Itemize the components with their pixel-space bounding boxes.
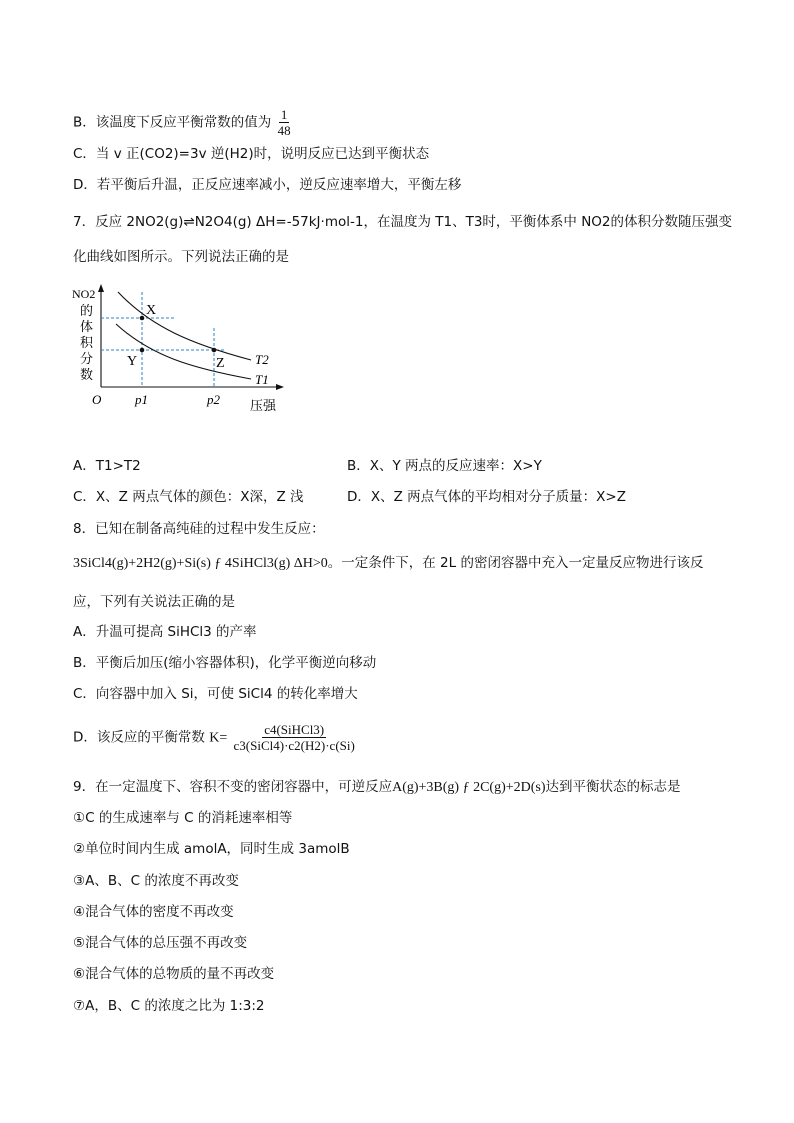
q8-stem-line2 — [73, 553, 703, 574]
y-axis-label-top: NO2 — [72, 287, 96, 301]
fraction-denominator: 48 — [277, 123, 291, 138]
q8-stem-line3: 应，下列有关说法正确的是 — [73, 594, 235, 610]
fraction-denominator: c3(SiCl4)·c2(H2)·c(Si) — [233, 738, 355, 753]
q8-option-d — [73, 722, 357, 753]
q8-option-d-fraction — [232, 722, 357, 753]
q8-equation: 3SiCl4(g)+2H2(g)+Si(s) ƒ 4SiHCl3(g) ΔH>0 — [73, 556, 328, 571]
fraction-numerator: 1 — [280, 107, 288, 122]
point-y-label: Y — [127, 354, 138, 369]
q7-option-d: D．X、Z 两点气体的平均相对分子质量：X>Z — [347, 489, 626, 505]
q9-item: ③A、B、C 的浓度不再改变 — [73, 873, 239, 889]
q7-option-c: C．X、Z 两点气体的颜色：X深，Z 浅 — [73, 489, 304, 505]
curve-t2-label: T2 — [255, 352, 269, 367]
point-x-marker — [140, 316, 145, 321]
q7-stem-line2: 化曲线如图所示。下列说法正确的是 — [73, 249, 289, 265]
q9-stem-text: 9．在一定温度下、容积不变的密闭容器中，可逆反应 — [73, 779, 393, 795]
fraction-numerator: c4(SiHCl3) — [264, 722, 325, 737]
q9-stem-rest: 达到平衡状态的标志是 — [545, 779, 681, 795]
point-y-marker — [140, 348, 145, 353]
x-axis-arrow-icon — [276, 384, 284, 390]
q8-option-c: C．向容器中加入 Si，可使 SiCl4 的转化率增大 — [73, 686, 358, 702]
q6-option-c: C．当 v 正(CO2)=3v 逆(H2)时，说明反应已达到平衡状态 — [73, 146, 430, 162]
q6-option-b-fraction — [276, 107, 293, 138]
q9-item: ⑦A，B、C 的浓度之比为 1:3:2 — [73, 998, 265, 1014]
x-axis-label: 压强 — [250, 398, 277, 413]
q9-item: ⑤混合气体的总压强不再改变 — [73, 935, 248, 951]
q8-option-d-k: K= — [209, 730, 228, 746]
q9-item: ②单位时间内生成 amolA，同时生成 3amolB — [73, 841, 350, 857]
q7-graph — [66, 282, 296, 417]
curve-t1-label: T1 — [255, 372, 269, 387]
q8-option-a: A．升温可提高 SiHCl3 的产率 — [73, 624, 257, 640]
curve-t1 — [116, 324, 251, 379]
y-axis-label-char: 积 — [80, 335, 94, 350]
y-axis-arrow-icon — [98, 284, 104, 292]
y-axis-label-char: 体 — [80, 319, 94, 334]
point-z-label: Z — [216, 356, 225, 371]
q9-item: ④混合气体的密度不再改变 — [73, 904, 234, 920]
tick-p2-label: p2 — [207, 392, 220, 407]
y-axis-label-char: 的 — [80, 303, 94, 318]
q8-stem-line1: 8．已知在制备高纯硅的过程中发生反应： — [73, 521, 325, 537]
q9-item: ①C 的生成速率与 C 的消耗速率相等 — [73, 810, 293, 826]
q8-option-d-text: D．该反应的平衡常数 — [73, 729, 205, 746]
q6-option-d: D．若平衡后升温，正反应速率减小，逆反应速率增大，平衡左移 — [73, 177, 462, 193]
y-axis-label-char: 数 — [80, 367, 94, 382]
origin-label: O — [92, 392, 102, 407]
q9-item: ⑥混合气体的总物质的量不再改变 — [73, 966, 275, 982]
q9-equation: A(g)+3B(g) ƒ 2C(g)+2D(s) — [392, 780, 546, 795]
q7-option-b: B．X、Y 两点的反应速率：X>Y — [347, 458, 542, 474]
q8-stem-line2-rest: 。一定条件下，在 2L 的密闭容器中充入一定量反应物进行该反 — [327, 555, 704, 571]
q8-option-b: B．平衡后加压(缩小容器体积)，化学平衡逆向移动 — [73, 655, 377, 671]
q6-option-b — [73, 107, 293, 138]
point-x-label: X — [146, 303, 157, 318]
q7-option-a: A．T1>T2 — [73, 458, 141, 474]
q9-stem — [73, 777, 681, 798]
point-z-marker — [212, 348, 217, 353]
q7-stem-line1: 7．反应 2NO2(g)⇌N2O4(g) ΔH=-57kJ·mol-1，在温度为 T1、T3时，平衡体系中 NO2的体积分数随压强变 — [73, 214, 733, 230]
tick-p1-label: p1 — [135, 392, 148, 407]
y-axis-label-char: 分 — [80, 351, 94, 366]
q6-option-b-text: B．该温度下反应平衡常数的值为 — [73, 114, 272, 131]
